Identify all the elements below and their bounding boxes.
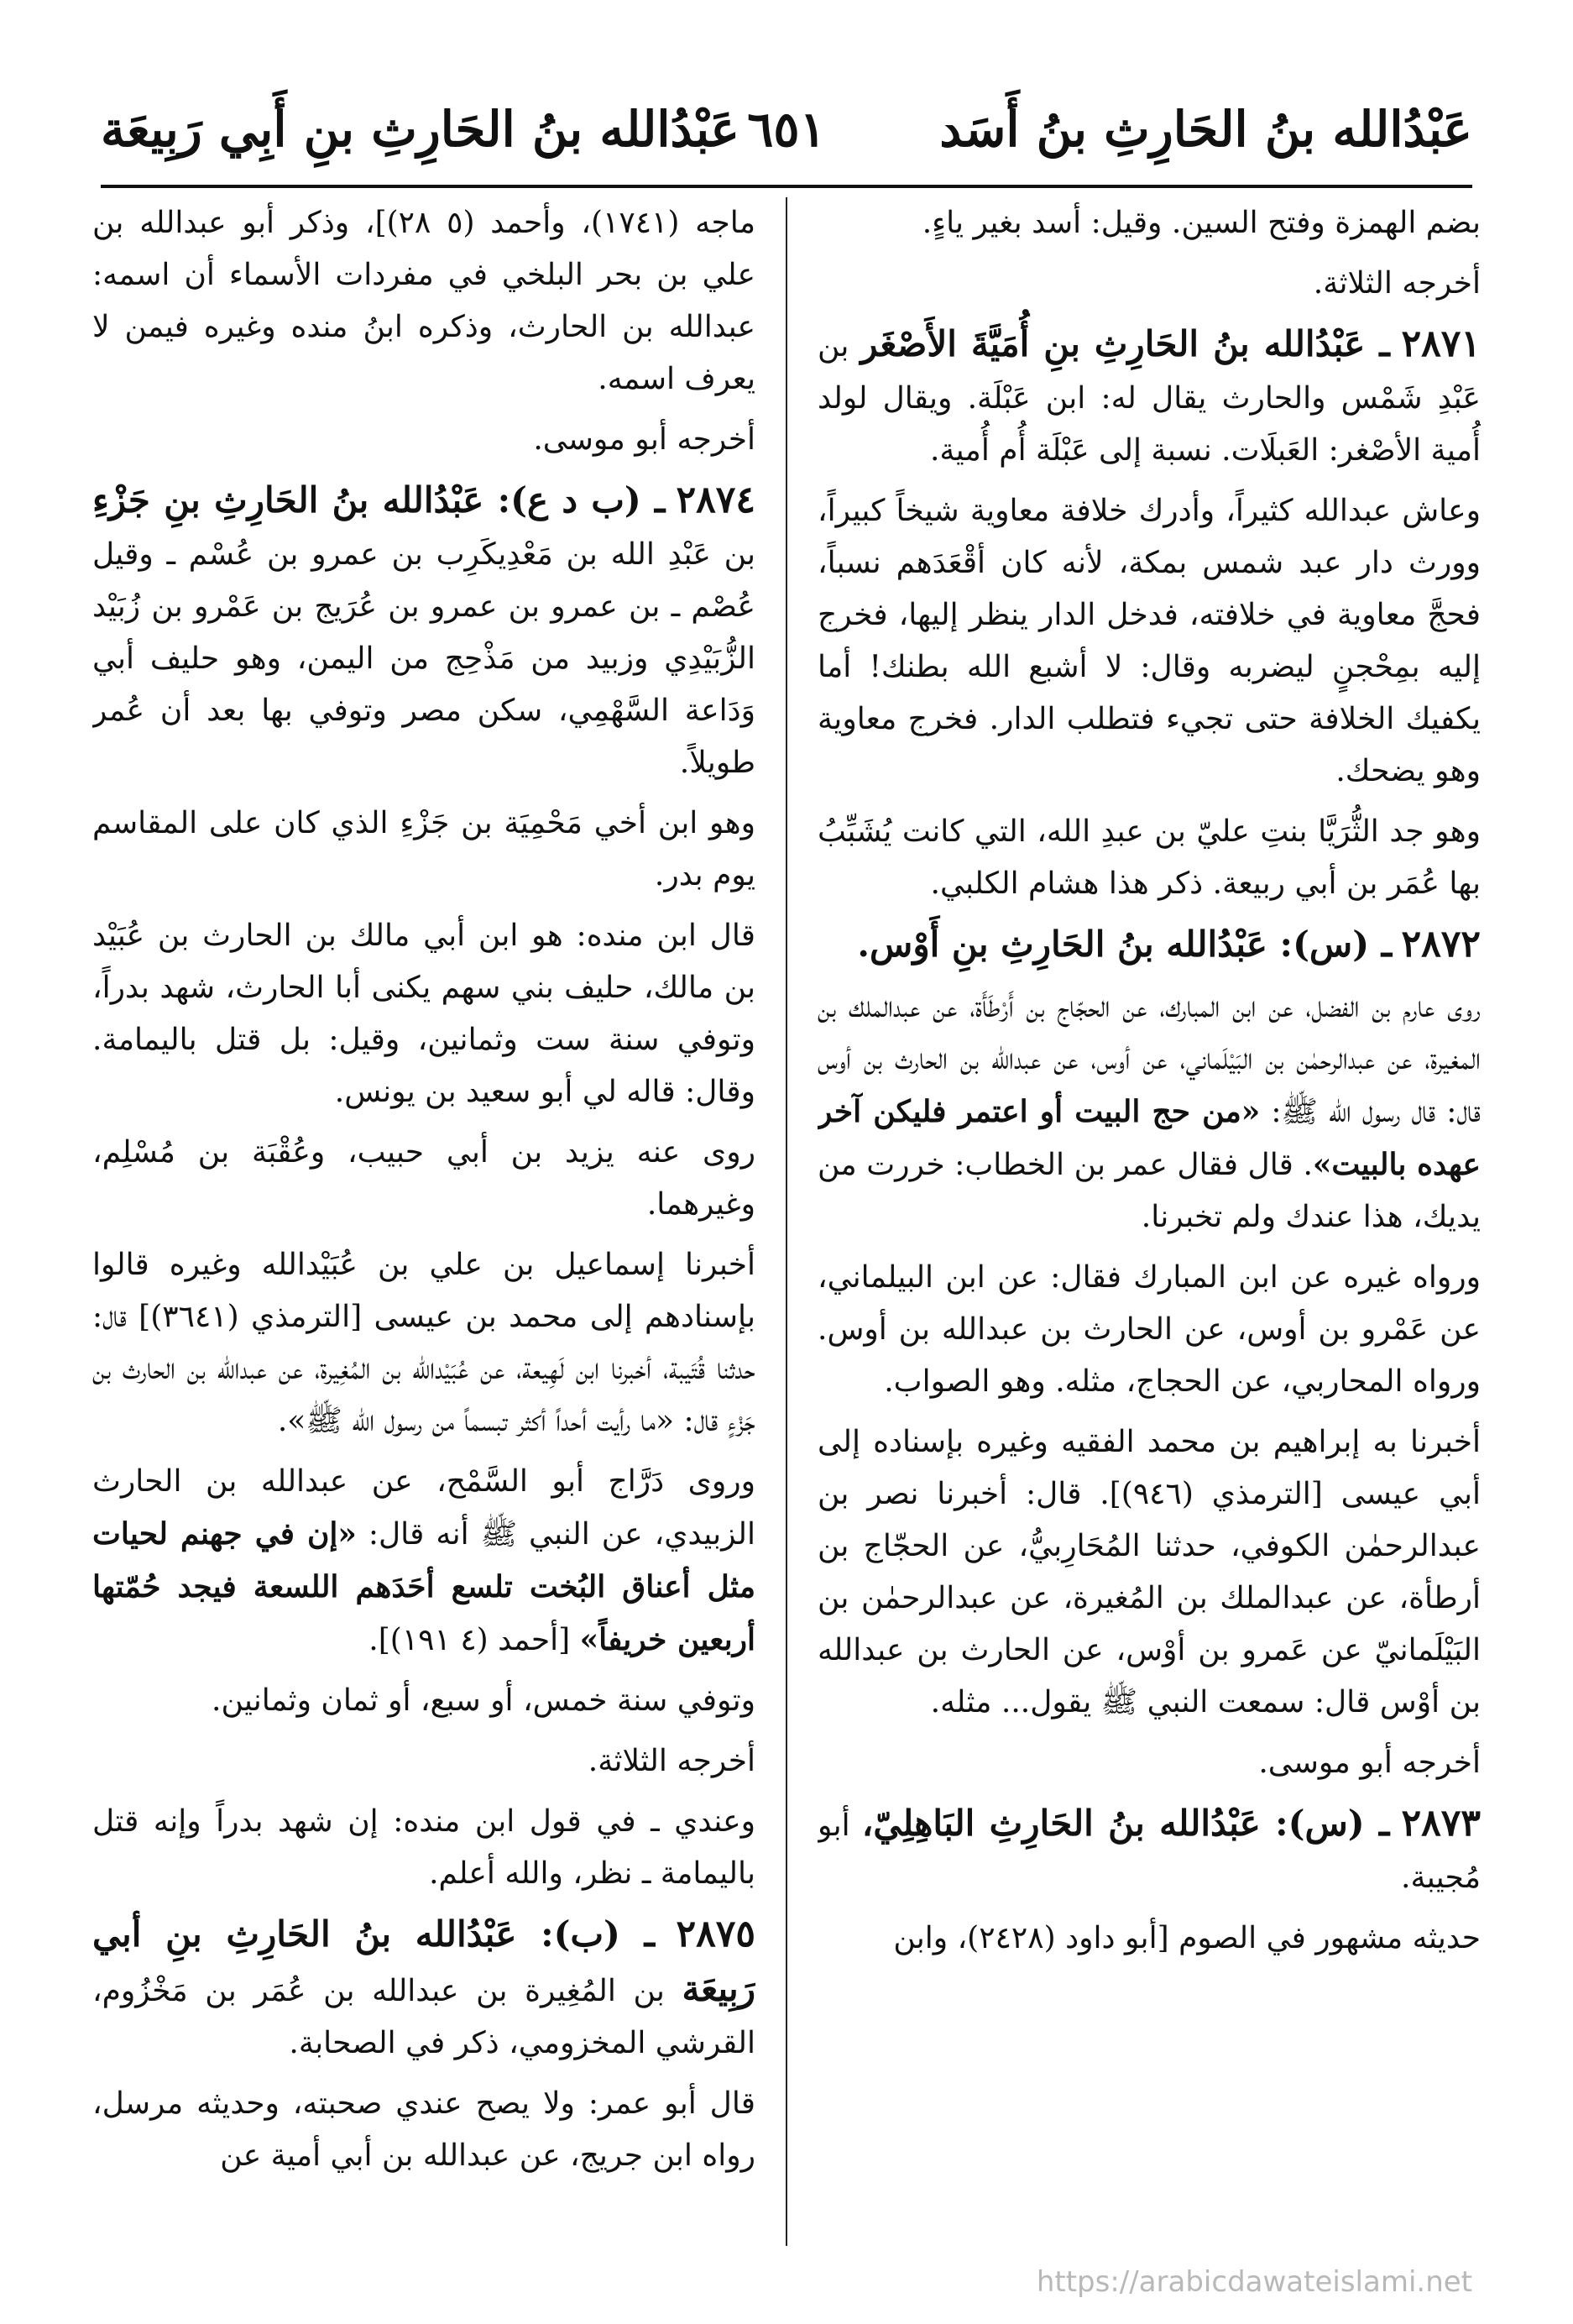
page-header (101, 101, 1472, 176)
entry-number: ٢٨٧١ (1401, 322, 1481, 365)
entry-text: أبو مُجيبة. (818, 1808, 1481, 1895)
entry-text: بن المُغِيرة بن عبدالله بن عُمَر بن مَخْزُوم، القرشي المخزومي، ذكر في الصحابة. (92, 1974, 755, 2060)
entry-paragraph (818, 919, 1481, 973)
text-paragraph: ماجه (١٧٤١)، وأحمد (٥ ٢٨)]، وذكر أبو عبدالله بن علي بن بحر البلخي في مفردات الأسماء أن اسمه: عبدالله بن الحارث، وذكره ابنُ منده وغيره فيمن لا يعرف اسمه. (92, 206, 755, 396)
text-paragraph: أخبرنا به إبراهيم بن محمد الفقيه وغيره بإسناده إلى أبي عيسى [الترمذي (٩٤٦)]. قال: أخبرنا نصر بن عبدالرحمٰن الكوفي، حدثنا المُحَارِبيُّ، عن الحجّاج بن أرطأة، عن عبدالملك بن المُغيرة، عن عبدالرحمٰن بن البَيْلَمانيّ عن عَمرو بن أوْس، عن الحارث بن عبدالله بن أوْس قال: سمعت النبي ﷺ يقول... مثله. (818, 1425, 1481, 1719)
entry-heading: ـ (س): عَبْدُالله بنُ الحَارِثِ بنِ أَوْس. (857, 924, 1393, 965)
text-paragraph: قال أبو عمر: ولا يصح عندي صحبته، وحديثه مرسل، رواه ابن جريج، عن عبدالله بن أبي أمية عن (92, 2086, 755, 2173)
text-paragraph: أخرجه أبو موسى. (1258, 1746, 1481, 1780)
text-paragraph: أخرجه الثلاثة. (1313, 266, 1481, 301)
text-paragraph: وهو ابن أخي مَحْمِيَة بن جَزْءِ الذي كان على المقاسم يوم بدر. (92, 806, 755, 892)
entry-text: بن عَبْدِ الله بن مَعْدِيكَرِب بن عمرو بن عُسْم ـ وقيل عُصْم ـ بن عمرو بن عمرو بن عُرَيج بن عَمْرو بن زُبَيْد الزُّبَيْدِي وزبيد من مَذْحِج من اليمن، وهو حليف أبي وَدَاعة السَّهْمِي، سكن مصر وتوفي بها بعد أن عُمر طويلاً. (92, 537, 755, 780)
hadith-quote: «إن في جهنم لحيات مثل أعناق البُخت تلسع أحَدَهم اللسعة فيجد حُمّتها أربعين خريفاً» (92, 1516, 755, 1657)
text-paragraph: أخرجه الثلاثة. (588, 1744, 755, 1778)
entry-text: بن عَبْدِ شَمْس والحارث يقال له: ابن عَبْلَة. ويقال لولد أُمية الأصْغر: العَبلَات. نسبة إلى عَبْلَة أُم أُمية. (818, 329, 1481, 468)
text-paragraph: ورواه غيره عن ابن المبارك فقال: عن ابن البيلماني، عن عَمْرو بن أوس، عن الحارث بن عبدالله بن أوس. ورواه المحاربي، عن الحجاج، مثله. وهو الصواب. (818, 1260, 1481, 1399)
watermark-url: https://arabicdawateislami.net (1036, 2265, 1472, 2299)
header-rule (101, 185, 1472, 188)
entry-heading: ـ عَبْدُالله بنُ الحَارِثِ بنِ أُمَيَّةَ الأَصْغَر (860, 323, 1390, 364)
entry-number: ٢٨٧٤ (676, 479, 755, 521)
text-paragraph (92, 1456, 755, 1667)
entry-paragraph (818, 318, 1481, 477)
entry-paragraph (92, 474, 755, 789)
entry-heading: ـ (س): عَبْدُالله بنُ الحَارِثِ البَاهِلِيّ، (861, 1803, 1390, 1844)
entry-paragraph (92, 1908, 755, 2070)
entry-paragraph (818, 1798, 1481, 1904)
text-paragraph: روى عنه يزيد بن أبي حبيب، وعُقْبَة بن مُسْلِم، وغيرهما. (92, 1135, 755, 1222)
text-run: وروى دَرَّاج أبو السَّمْح، عن عبدالله بن الحارث الزبيدي، عن النبي ﷺ أنه قال: (92, 1464, 755, 1552)
text-paragraph: وعاش عبدالله كثيراً، وأدرك خلافة معاوية شيخاً كبيراً، وورث دار عبد شمس بمكة، لأنه كان أقْعَدَهم نسباً، فحجَّ معاوية في خلافته، فدخل الدار ينظر إليها، فخرج إليه بمِحْجنٍ ليضربه وقال: لا أشبع الله بطنك! أما يكفيك الخلافة حتى تجيء فتطلب الدار. فخرج معاوية وهو يضحك. (818, 494, 1481, 788)
text-paragraph: وعندي ـ في قول ابن منده: إن شهد بدراً وإنه قتل باليمامة ـ نظر، والله أعلم. (92, 1804, 755, 1891)
left-column (92, 197, 755, 2246)
entry-heading: ـ (ب): عَبْدُالله بنُ الحَارِثِ بنِ أبي رَبِيعَة (92, 1913, 755, 2009)
entry-number: ٢٨٧٢ (1401, 923, 1481, 966)
text-paragraph: حديثه مشهور في الصوم [أبو داود (٢٤٢٨)، وابن (893, 1921, 1481, 1955)
entry-number: ٢٨٧٣ (1401, 1802, 1481, 1845)
running-title-left: عَبْدُالله بنُ الحَارِثِ بنِ أَبِي رَبِيعَة (101, 101, 740, 158)
text-run: . قال فقال عمر بن الخطاب: خررت من يديك، هذا عندك ولم تخبرنا. (818, 1148, 1481, 1234)
text-paragraph (818, 981, 1481, 1243)
right-column (818, 197, 1481, 2246)
running-title-right: عَبْدُالله بنُ الحَارِثِ بنُ أَسَد (939, 101, 1472, 158)
column-divider (786, 197, 787, 2246)
text-run: روى عارم بن الفضل، عن ابن المبارك، عن الحجّاج بن أَرْطَأَة، عن عبدالملك بن المغيرة، عن عبدالرحمٰن بن البَيْلَماني، عن أوس، عن عبدالله بن الحارث بن أوس قال: قال رسول الله ﷺ: (818, 990, 1481, 1129)
page-number: ٦٥١ (747, 101, 826, 158)
text-paragraph: بضم الهمزة وفتح السين. وقيل: أسد بغير ياءٍ. (922, 206, 1481, 240)
text-paragraph: وتوفي سنة خمس، أو سبع، أو ثمان وثمانين. (212, 1683, 755, 1718)
text-paragraph: أخبرنا إسماعيل بن علي بن عُبَيْدالله وغيره قالوا بإسنادهم إلى محمد بن عيسى [الترمذي (٣٦٤١)] قال: حدثنا قُتَيبة، أخبرنا ابن لَهِيعة، عن عُبَيْدالله بن المُغِيرة، عن عبدالله بن الحارث بن جَزْءٍ قال: «ما رأيت أحداً أكثر تبسماً من رسول الله ﷺ». (92, 1248, 755, 1438)
text-paragraph: أخرجه أبو موسى. (533, 422, 755, 457)
entry-number: ٢٨٧٥ (676, 1913, 755, 1955)
text-paragraph: قال ابن منده: هو ابن أبي مالك بن الحارث بن عُبَيْد بن مالك، حليف بني سهم يكنى أبا الحارث، شهد بدراً، وتوفي سنة ست وثمانين، وقيل: بل قتل باليمامة. وقال: قاله لي أبو سعيد بن يونس. (92, 919, 755, 1109)
entry-heading: ـ (ب د ع): عَبْدُالله بنُ الحَارِثِ بنِ جَزْءِ (92, 479, 666, 521)
hadith-quote: «من حج البيت أو اعتمر فليكن آخر عهده بالبيت» (818, 1094, 1481, 1182)
text-run: [أحمد (٤ ١٩١)]. (368, 1623, 580, 1657)
text-paragraph: وهو جد الثُّرَيَّا بنتِ عليّ بن عبدِ الله، التي كانت يُشَبِّبُ بها عُمَر بن أبي ربيعة. ذكر هذا هشام الكلبي. (818, 814, 1481, 901)
